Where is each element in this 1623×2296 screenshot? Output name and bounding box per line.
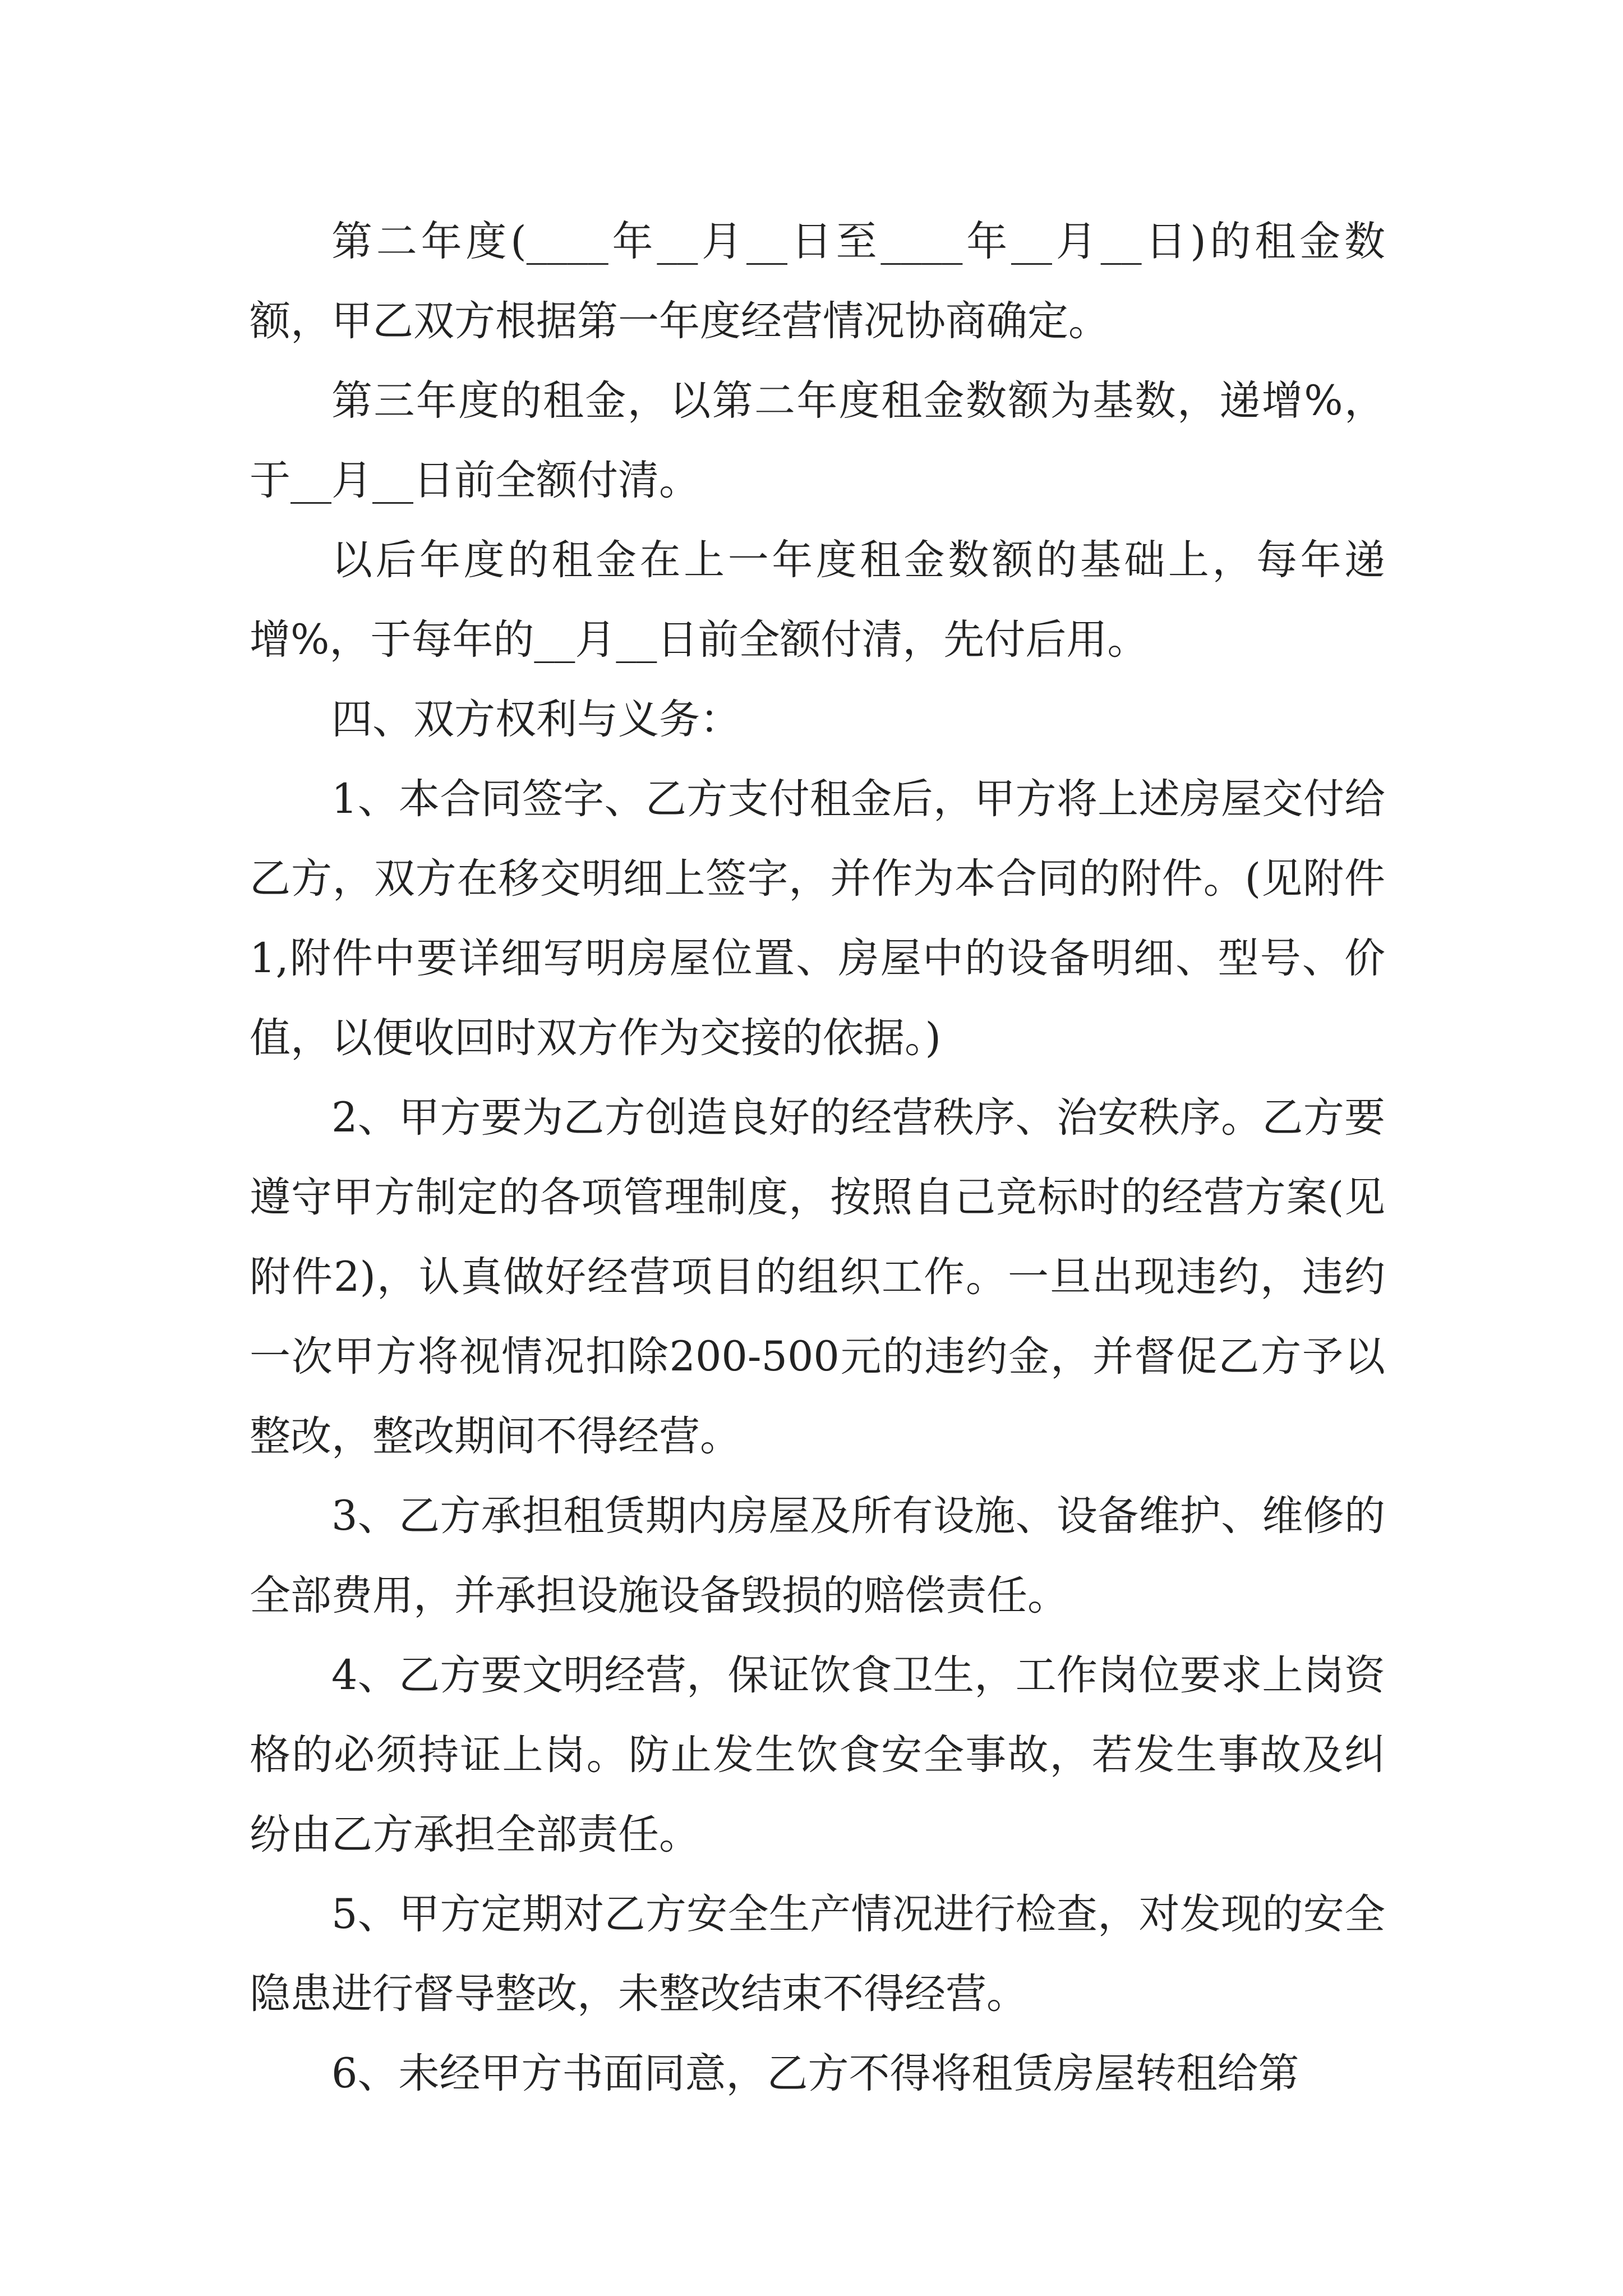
clause-3: 3、乙方承担租赁期内房屋及所有设施、设备维护、维修的全部费用，并承担设施设备毁损的赔偿责任。 [250, 1492, 1385, 1619]
clause-2: 2、甲方要为乙方创造良好的经营秩序、治安秩序。乙方要遵守甲方制定的各项管理制度，按照自己竞标时的经营方案(见附件2)，认真做好经营项目的组织工作。一旦出现违约，违约一次甲方将视情况扣除200-500元的违约金，并督促乙方予以整改，整改期间不得经营。 [250, 1094, 1385, 1460]
paragraph-second-year-rent: 第二年度(____年__月__日至____年__月__日)的租金数额，甲乙双方根据第一年度经营情况协商确定。 [250, 218, 1385, 345]
paragraph-later-years-rent: 以后年度的租金在上一年度租金数额的基础上，每年递增%，于每年的__月__日前全额付清，先付后用。 [250, 536, 1385, 664]
paragraph-third-year-rent: 第三年度的租金，以第二年度租金数额为基数，递增%，于__月__日前全额付清。 [250, 377, 1385, 504]
contract-text-body [250, 202, 1385, 2114]
clause-6: 6、未经甲方书面同意，乙方不得将租赁房屋转租给第 [331, 2050, 1299, 2097]
clause-5: 5、甲方定期对乙方安全生产情况进行检查，对发现的安全隐患进行督导整改，未整改结束不得经营。 [250, 1890, 1385, 2018]
clause-4: 4、乙方要文明经营，保证饮食卫生，工作岗位要求上岗资格的必须持证上岗。防止发生饮食安全事故，若发生事故及纠纷由乙方承担全部责任。 [250, 1651, 1385, 1858]
clause-1: 1、本合同签字、乙方支付租金后，甲方将上述房屋交付给乙方，双方在移交明细上签字，并作为本合同的附件。(见附件1,附件中要详细写明房屋位置、房屋中的设备明细、型号、价值，以便收回时双方作为交接的依据。) [250, 775, 1385, 1062]
section-heading-rights-obligations: 四、双方权利与义务： [331, 696, 741, 743]
